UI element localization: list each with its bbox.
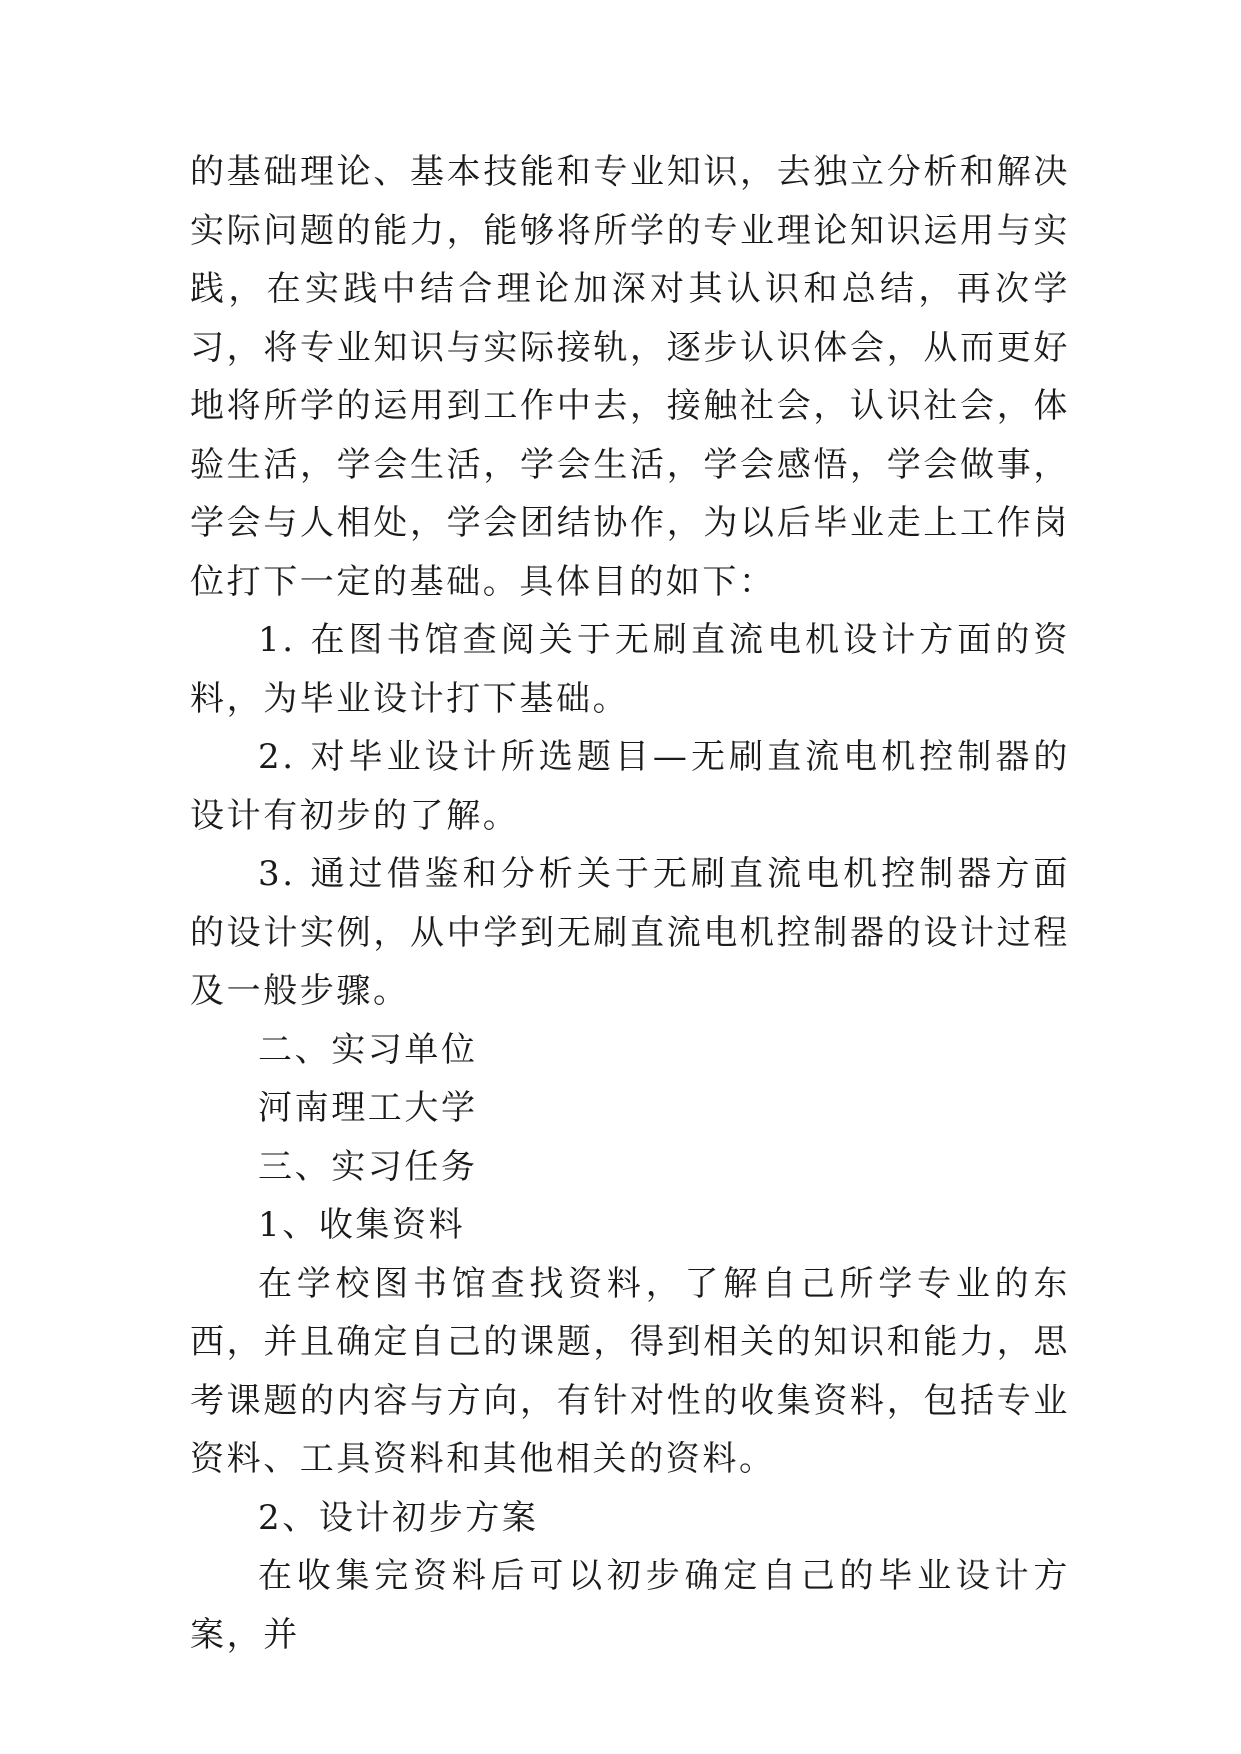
section-heading-internship-unit: 二、实习单位: [258, 1029, 478, 1070]
paragraph-purpose-continued: 的基础理论、基本技能和专业知识，去独立分析和解决实际问题的能力，能够将所学的专业理论知识运用与实践，在实践中结合理论加深对其认识和总结，再次学习，将专业知识与实际接轨，逐步认识体会，从而更好地将所学的运用到工作中去，接触社会，认识社会，体验生活，学会生活，学会生活，学会感悟，学会做事，学会与人相处，学会团结协作，为以后毕业走上工作岗位打下一定的基础。具体目的如下：: [190, 152, 1070, 602]
list-item-2: 2. 对毕业设计所选题目—无刷直流电机控制器的设计有初步的了解。: [190, 737, 1070, 836]
section-heading-internship-tasks: 三、实习任务: [258, 1146, 478, 1187]
paragraph-collect-materials: 在学校图书馆查找资料，了解自己所学专业的东西，并且确定自己的课题，得到相关的知识和能力，思考课题的内容与方向，有针对性的收集资料，包括专业资料、工具资料和其他相关的资料。: [190, 1263, 1070, 1479]
subheading-collect-materials: 1、收集资料: [258, 1205, 466, 1245]
paragraph-preliminary-design: 在收集完资料后可以初步确定自己的毕业设计方案，并: [190, 1556, 1070, 1655]
document-body: [190, 143, 1070, 1664]
list-item-1: 1. 在图书馆查阅关于无刷直流电机设计方面的资料，为毕业设计打下基础。: [190, 620, 1070, 719]
list-item-3: 3. 通过借鉴和分析关于无刷直流电机控制器方面的设计实例，从中学到无刷直流电机控制器的设计过程及一般步骤。: [190, 854, 1070, 1011]
internship-unit-name: 河南理工大学: [258, 1088, 478, 1128]
subheading-preliminary-design: 2、设计初步方案: [258, 1497, 539, 1538]
